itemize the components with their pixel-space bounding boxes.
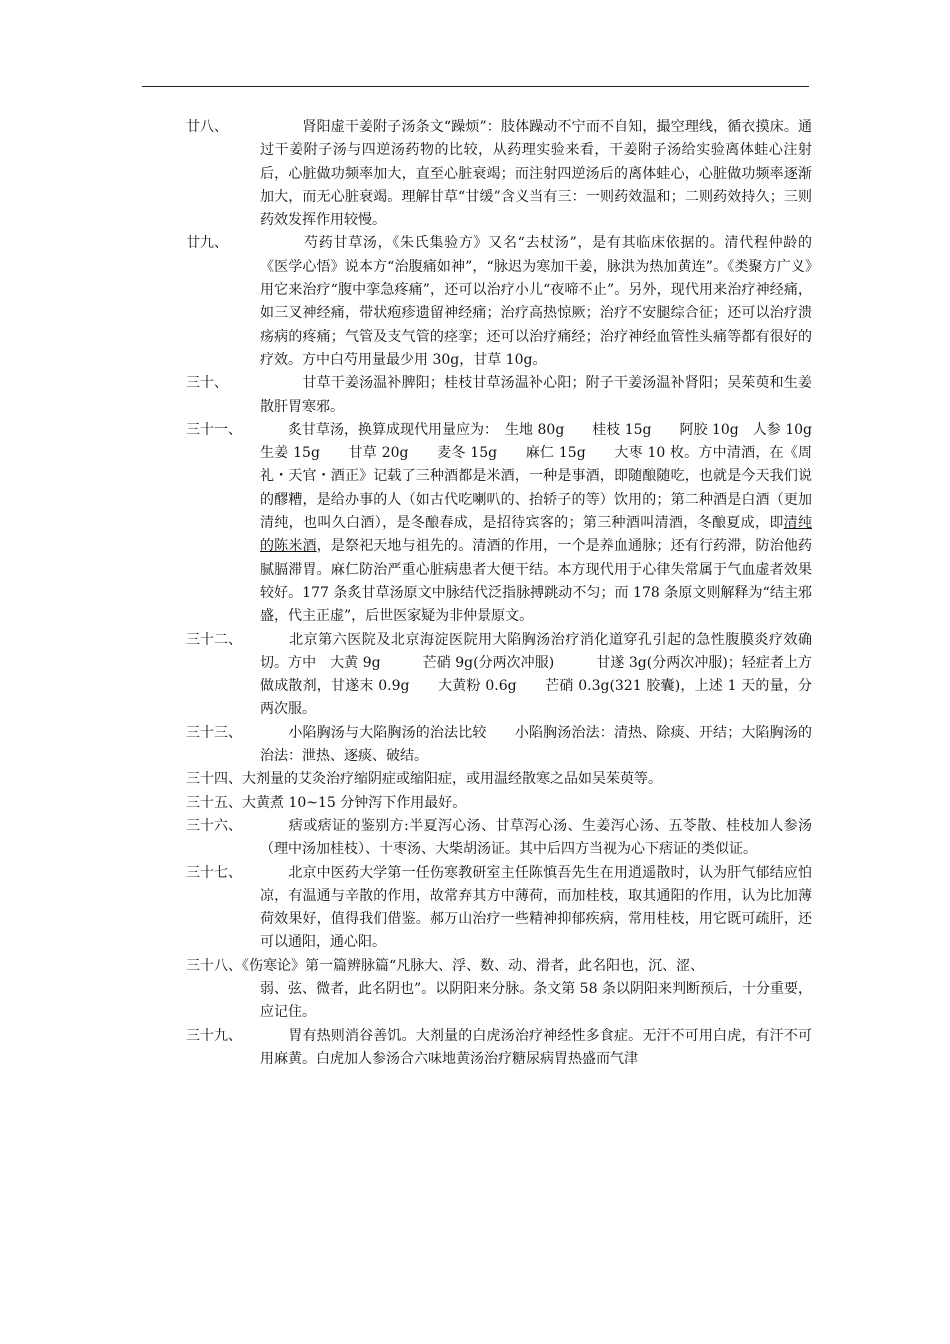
entry-36 [186,815,812,862]
entry-number: 三十九、 [186,1027,242,1044]
entry-number: 廿九、 [186,235,228,252]
entry-number: 三十七、 [186,864,242,881]
entry-number: 廿八、 [186,119,228,135]
entry-30 [186,372,812,419]
entry-31 [186,419,840,629]
entry-text-part: 炙甘草汤，换算成现代用量应为： 生地 80g 桂枝 15g 阿胶 10g 人参 10g 生姜 15g 甘草 20g 麦冬 15g 麻仁 15g 大枣 10 枚。方中清酒，在《周礼・天官・酒正》记载了三种酒都是米酒，一种是事酒，即随酿随吃，也就是今天我们说的醪糟，是给办事的人（如古代吃喇叭的、抬轿子的等）饮用的；第二种酒是白酒（更加清纯，也叫久白酒），是冬酿春成，是招待宾客的；第三种酒叫清酒，冬酿夏成，即 [260,421,840,532]
entry-32 [186,629,812,722]
entry-text: 肾阳虚干姜附子汤条文“躁烦”：肢体躁动不宁而不自知，撮空理线，循衣摸床。通过干姜附子汤与四逆汤药物的比较，从药理实验来看，干姜附子汤给实验离体蛙心注射后，心脏做功频率加大，直至心脏衰竭；而注射四逆汤后的离体蛙心，心脏做功频率逐渐加大，而无心脏衰竭。理解甘草“甘缓”含义当有三：一则药效温和；二则药效持久；三则药效发挥作用较慢。 [260,119,812,229]
entry-38 [186,955,812,1025]
entry-text: 北京第六医院及北京海淀医院用大陷胸汤治疗消化道穿孔引起的急性腹膜炎疗效确切。方中 大黄 9g 芒硝 9g(分两次冲服) 甘遂 3g(分两次冲服)；轻症者上方做成散剂，甘遂末 0.9g 大黄粉 0.6g 芒硝 0.3g(321 胶囊)，上述 1 天的量，分两次服。 [260,631,812,718]
entry-number: 三十五、 [186,794,242,811]
entry-number: 三十六、 [186,817,242,834]
entry-39 [186,1025,812,1072]
entry-text: 芍药甘草汤，《朱氏集验方》又名“去杖汤”，是有其临床依据的。清代程仲龄的《医学心悟》说本方“治腹痛如神”，“脉迟为寒加干姜，脉洪为热加黄连”。《类聚方广义》用它来治疗“腹中挛急疼痛”，还可以治疗小儿“夜啼不止”。另外，现代用来治疗神经痛，如三叉神经痛，带状疱疹遗留神经痛；治疗高热惊厥；治疗不安腿综合征；还可以治疗溃疡病的疼痛；气管及支气管的痉挛；还可以治疗痛经；治疗神经血管性头痛等都有很好的疗效。方中白芍用量最少用 30g，甘草 10g。 [260,235,812,368]
entry-first-line [186,955,812,978]
entry-number: 三十二、 [186,631,242,648]
entry-text [260,419,840,629]
entry-number: 三十一、 [186,421,242,438]
entry-37 [186,862,812,955]
entry-33 [186,722,812,769]
entry-text: 大剂量的艾灸治疗缩阴症或缩阳症，或用温经散寒之品如吴茱萸等。 [242,771,662,788]
entry-text: 痞或痞证的鉴别方:半夏泻心汤、甘草泻心汤、生姜泻心汤、五苓散、桂枝加人参汤（理中汤加桂枝）、十枣汤、大柴胡汤证。其中后四方当视为心下痞证的类似证。 [260,817,812,858]
entry-29 [186,232,812,372]
entry-text: 胃有热则消谷善饥。大剂量的白虎汤治疗神经性多食症。无汗不可用白虎，有汗不可用麻黄。白虎加人参汤合六味地黄汤治疗糖尿病胃热盛而气津 [260,1027,812,1067]
entry-35 [186,792,812,815]
entry-text: 北京中医药大学第一任伤寒教研室主任陈慎吾先生在用逍遥散时，认为肝气郁结应怕凉，有温通与辛散的作用，故常弃其方中薄荷，而加桂枝，取其通阳的作用，认为比加薄荷效果好，值得我们借鉴。郝万山治疗一些精神抑郁疾病，常用桂枝，用它既可疏肝，还可以通阳，通心阳。 [260,864,812,951]
underlined-phrase: 清纯的陈米酒 [260,515,812,555]
entry-34 [186,768,812,791]
header-rule [142,86,809,87]
entry-text: 大黄煮 10~15 分钟泻下作用最好。 [242,794,467,811]
entry-text: 甘草干姜汤温补脾阳；桂枝甘草汤温补心阳；附子干姜汤温补肾阳；吴茱萸和生姜散肝胃寒邪。 [260,375,812,415]
entry-number: 三十、 [186,375,228,392]
entry-number: 三十八、 [186,957,242,974]
entry-text-part: ，是祭祀天地与祖先的。清酒的作用，一个是养血通脉；还有行药滞，防治他药腻膈滞胃。麻仁防治严重心脏病患者大便干结。本方现代用于心律失常属于气血虚者效果较好。177 条炙甘草汤原文中脉结代泛指脉搏跳动不匀；而 178 条原文则解释为“结主邪盛，代主正虚”，后世医家疑为非仲景原文。 [260,538,813,625]
entry-text: 小陷胸汤与大陷胸汤的治法比较 小陷胸汤治法：清热、除痰、开结；大陷胸汤的治法：泄热、逐痰、破结。 [260,724,812,765]
entry-28 [186,116,812,232]
entry-number: 三十三、 [186,724,242,741]
page-content [186,116,840,1071]
entry-number: 三十四、 [186,771,242,788]
entry-text: 弱、弦、微者，此名阴也”。以阴阳来分脉。条文第 58 条以阴阳来判断预后，十分重要，应记住。 [260,980,812,1021]
entry-text-first: 《伤寒论》第一篇辨脉篇“凡脉大、浮、数、动、滑者，此名阳也，沉、涩、 [242,957,705,974]
